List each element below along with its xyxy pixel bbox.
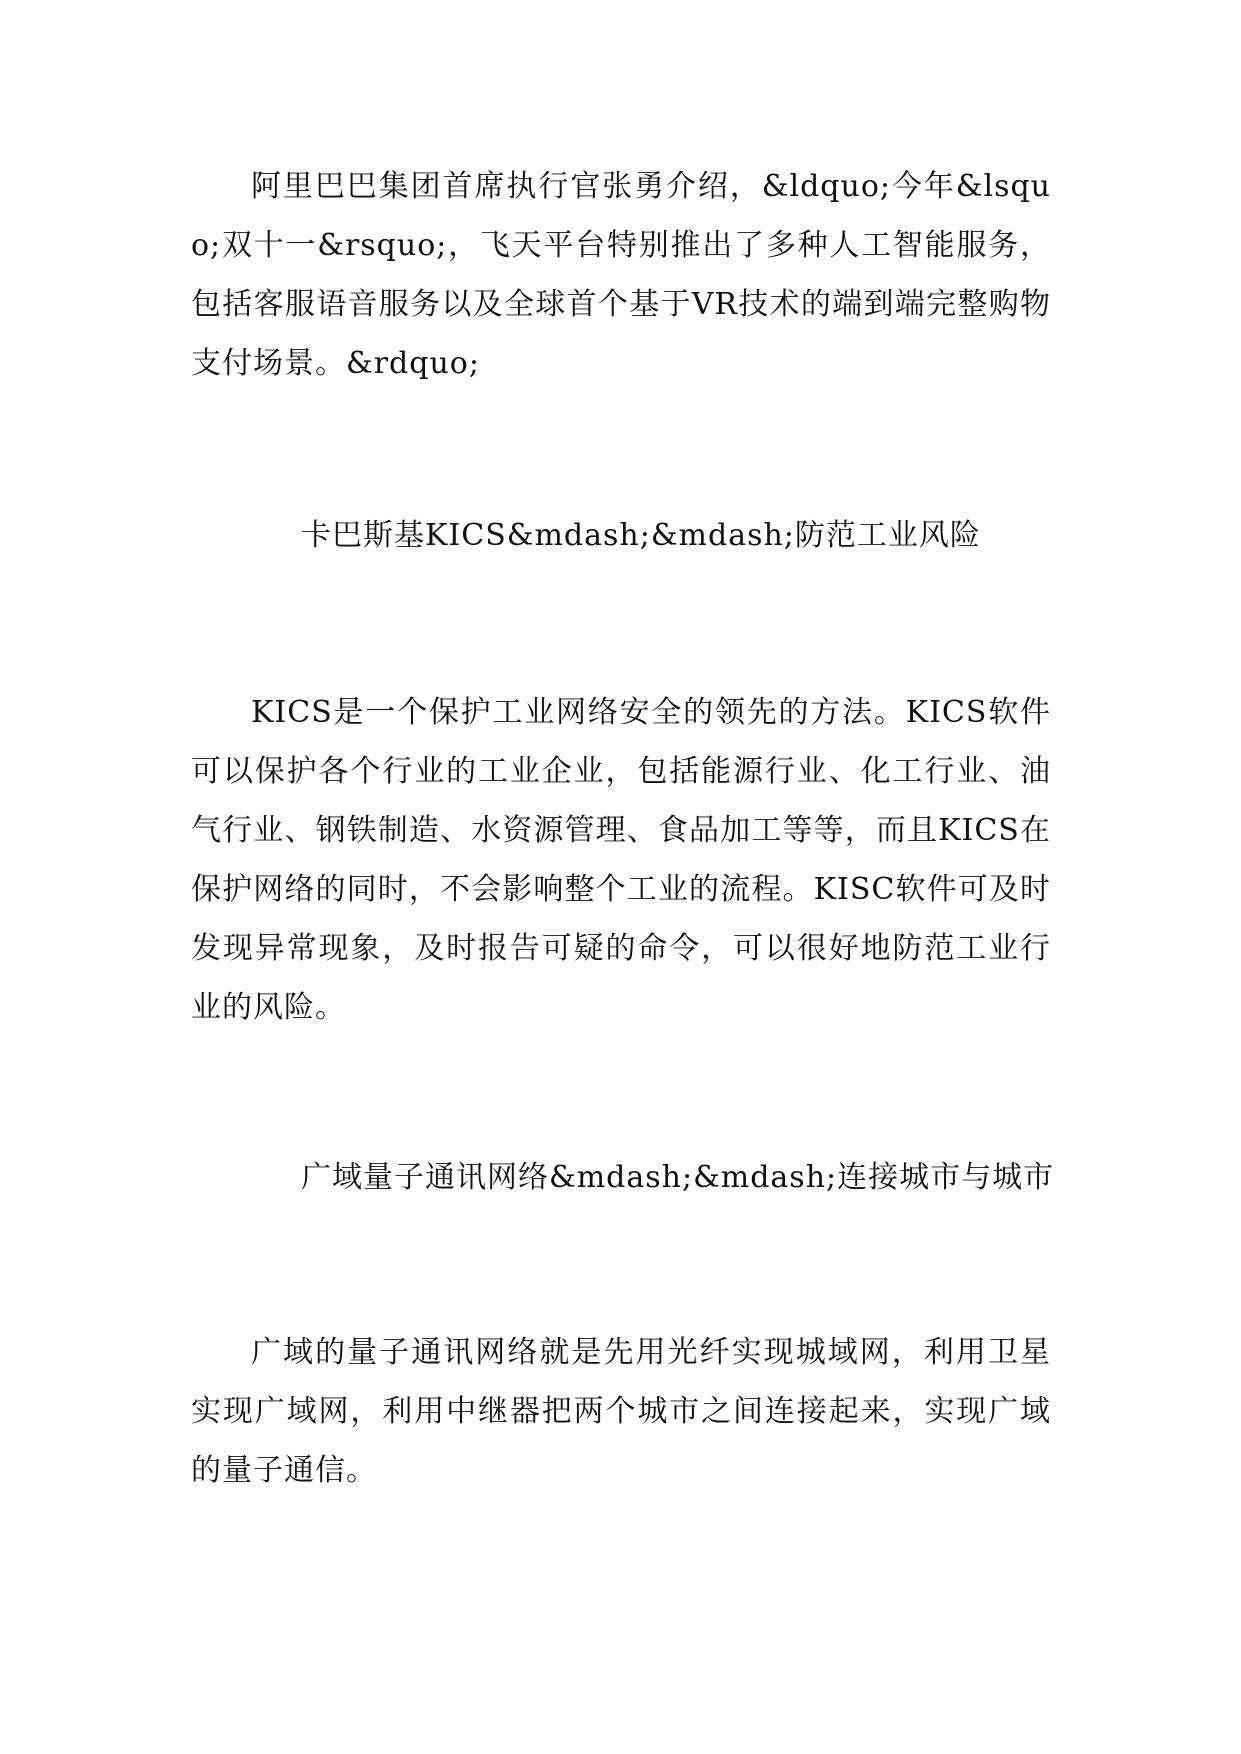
paragraph-alibaba: 阿里巴巴集团首席执行官张勇介绍，&ldquo;今年&lsquo;双十一&rsquo;，飞天平台特别推出了多种人工智能服务，包括客服语音服务以及全球首个基于VR技术的端到端完整购物支付场景。&rdquo; bbox=[191, 169, 1051, 381]
paragraph-kics: KICS是一个保护工业网络安全的领先的方法。KICS软件可以保护各个行业的工业企业，包括能源行业、化工行业、油气行业、钢铁制造、水资源管理、食品加工等等，而且KICS在保护网络的同时，不会影响整个工业的流程。KISC软件可及时发现异常现象，及时报告可疑的命令，可以很好地防范工业行业的风险。 bbox=[191, 695, 1051, 1025]
section-heading-quantum-network: 广域量子通讯网络&mdash;&mdash;连接城市与城市 bbox=[301, 1160, 1055, 1195]
section-heading-kics: 卡巴斯基KICS&mdash;&mdash;防范工业风险 bbox=[301, 518, 981, 553]
paragraph-quantum-network: 广域的量子通讯网络就是先用光纤实现城域网，利用卫星实现广域网，利用中继器把两个城市之间连接起来，实现广域的量子通信。 bbox=[191, 1335, 1051, 1488]
